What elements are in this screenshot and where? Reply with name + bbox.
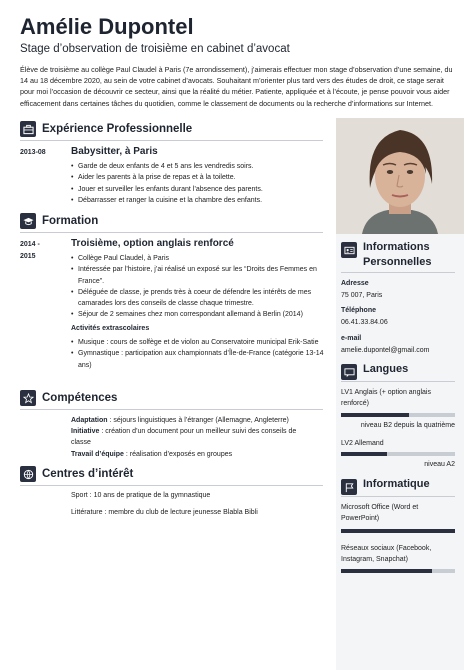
skill-text: : réalisation d’exposés en groupes — [123, 451, 233, 458]
chat-icon — [341, 364, 357, 380]
list-item: • Intéressée par l’histoire, j’ai réalisé un exposé sur les “Droits des Femmes en France”. — [71, 264, 325, 287]
competences-divider — [20, 409, 323, 410]
competences-heading: Compétences — [42, 392, 118, 404]
id-card-icon — [341, 242, 357, 258]
language-level-bar — [341, 413, 455, 417]
language-level-bar — [341, 452, 455, 456]
list-item: • Jouer et surveiller les enfants durant l’absence des parents. — [71, 184, 325, 195]
profile-photo — [336, 118, 464, 234]
personal-info-title — [363, 240, 431, 270]
phone-value: 06.41.33.84.06 — [341, 319, 388, 326]
list-item: • Séjour de 2 semaines chez mon correspondant allemand à Berlin (2014) — [71, 309, 325, 320]
language-level-caption: niveau A2 — [424, 461, 455, 468]
flag-icon — [341, 479, 357, 495]
computing-title: Informatique — [363, 478, 430, 490]
experience-bullets — [71, 161, 325, 206]
level-fill — [341, 452, 387, 456]
personal-info-title-line2: Personnelles — [363, 256, 432, 268]
formation-date-end: 2015 — [20, 253, 36, 260]
activities-heading: Activités extrascolaires — [71, 325, 150, 332]
resume-subtitle: Stage d’observation de troisième en cabinet d’avocat — [20, 43, 290, 55]
phone-label: Téléphone — [341, 307, 377, 314]
languages-title: Langues — [363, 363, 409, 375]
star-icon — [20, 390, 36, 406]
formation-heading: Formation — [42, 215, 99, 227]
formation-bullets — [71, 253, 325, 321]
skill-label: Travail d’équipe — [71, 451, 124, 458]
address-value: 75 007, Paris — [341, 292, 383, 299]
list-item: • Collège Paul Claudel, à Paris — [71, 253, 325, 264]
formation-section-title — [20, 213, 98, 229]
language-level-caption: niveau B2 depuis la quatrième — [360, 422, 455, 429]
email-value: amelie.dupontel@gmail.com — [341, 347, 430, 354]
language-name: LV2 Allemand — [341, 440, 384, 447]
languages-divider — [341, 381, 455, 382]
computing-skill-name: Réseaux sociaux (Facebook, Instagram, Snapchat) — [341, 545, 432, 563]
computing-skill-name: Microsoft Office (Word et PowerPoint) — [341, 504, 419, 522]
personal-info-divider — [341, 272, 455, 273]
skill-item — [71, 426, 311, 448]
intro-paragraph: Élève de troisième au collège Paul Claudel à Paris (7e arrondissement), j’aimerais effectuer mon stage d’observation d’une semaine, du 14 au 18 décembre 2020, au sein de votre cabinet d’avocats. Souhaitant m’orienter plus tard vers des études de droit, ce stage serait pour moi l’occasion de découvrir ce secteur, ainsi que la réalité du métier. Patiente, appliquée et à l’écoute, je pense pouvoir vous aider efficacement dans certaines tâches du quotidien, comme le classement de documents ou la recherche d’informations sur Internet. — [20, 65, 453, 108]
skill-label: Initiative — [71, 428, 100, 435]
experience-divider — [20, 140, 323, 141]
skill-label: Adaptation — [71, 417, 108, 424]
personal-info-heading — [341, 240, 431, 270]
experience-date: 2013-08 — [20, 149, 46, 156]
skill-text: : création d’un document pour un meilleur suivi des conseils de classe — [71, 428, 297, 447]
interests-divider — [20, 485, 323, 486]
computing-divider — [341, 496, 455, 497]
job-title: Babysitter, à Paris — [71, 146, 158, 157]
interest-item: Littérature : membre du club de lecture jeunesse Blabla Bibli — [71, 509, 258, 516]
list-item: • Débarrasser et ranger la cuisine et la chambre des enfants. — [71, 195, 325, 206]
formation-divider — [20, 232, 323, 233]
candidate-name: Amélie Dupontel — [20, 14, 194, 39]
level-fill — [341, 529, 455, 533]
basketball-icon — [20, 466, 36, 482]
list-item: • Aider les parents à la prise de repas et à la toilette. — [71, 172, 325, 183]
computing-level-bar — [341, 529, 455, 533]
level-fill — [341, 569, 432, 573]
activities-bullets — [71, 337, 325, 371]
interests-heading: Centres d’intérêt — [42, 468, 134, 480]
degree-title: Troisième, option anglais renforcé — [71, 238, 234, 249]
language-name: LV1 Anglais (+ option anglais renforcé) — [341, 389, 431, 407]
formation-date-start: 2014 - — [20, 241, 40, 248]
interest-item: Sport : 10 ans de pratique de la gymnastique — [71, 492, 211, 499]
email-label: e-mail — [341, 335, 362, 342]
personal-info-title-line1: Informations — [363, 241, 430, 253]
briefcase-icon — [20, 121, 36, 137]
computing-heading — [341, 477, 430, 495]
list-item: • Déléguée de classe, je prends très à coeur de défendre les intérêts de mes camarades lors des conseils de classe chaque trimestre. — [71, 287, 325, 310]
computing-level-bar — [341, 569, 455, 573]
experience-section-title — [20, 121, 192, 137]
languages-heading — [341, 362, 408, 380]
skill-item — [71, 415, 311, 426]
skill-item — [71, 449, 311, 460]
level-fill — [341, 413, 409, 417]
competences-section-title — [20, 390, 117, 406]
list-item: • Musique : cours de solfège et de violon au Conservatoire municipal Erik-Satie — [71, 337, 325, 348]
experience-heading: Expérience Professionnelle — [42, 123, 193, 135]
skill-text: : séjours linguistiques à l’étranger (Allemagne, Angleterre) — [107, 417, 289, 424]
address-label: Adresse — [341, 280, 369, 287]
interests-section-title — [20, 466, 133, 482]
graduation-cap-icon — [20, 213, 36, 229]
list-item: • Gymnastique : participation aux championnats d’Île-de-France (catégorie 13-14 ans) — [71, 348, 325, 371]
list-item: • Garde de deux enfants de 4 et 5 ans les vendredis soirs. — [71, 161, 325, 172]
